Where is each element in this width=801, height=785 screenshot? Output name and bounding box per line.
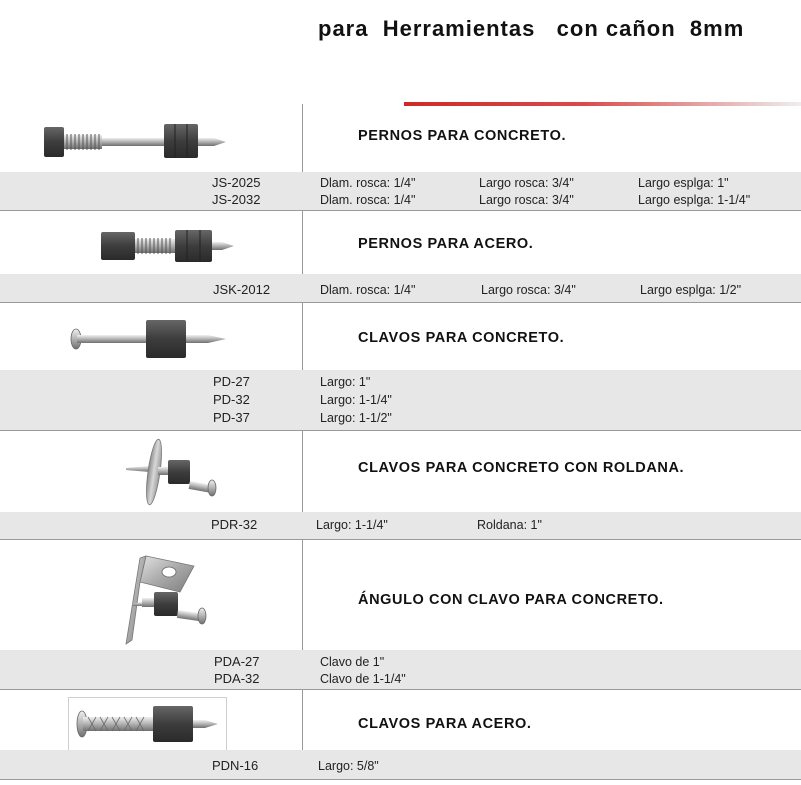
spec-band xyxy=(0,512,801,540)
knurled-pin-icon xyxy=(72,702,222,746)
threaded-stud-short-icon xyxy=(98,226,238,266)
spec-band xyxy=(0,750,801,780)
spec-shank-length: Largo esplga: 1" xyxy=(638,176,729,190)
product-image-angle-clip-pin xyxy=(122,552,222,653)
product-heading: CLAVOS PARA CONCRETO CON ROLDANA. xyxy=(358,460,685,476)
spec-nail: Clavo de 1-1/4" xyxy=(320,672,406,686)
product-code: PD-37 xyxy=(213,410,250,425)
angle-clip-pin-icon xyxy=(122,552,222,648)
product-code: JSK-2012 xyxy=(213,282,271,297)
product-heading: CLAVOS PARA ACERO. xyxy=(358,716,532,732)
product-heading: PERNOS PARA CONCRETO. xyxy=(358,128,567,144)
product-image-knurled-pin xyxy=(72,702,222,751)
product-code: JS-2032 xyxy=(212,192,261,207)
product-code: JS-2025 xyxy=(212,175,261,190)
spec-thread-length: Largo rosca: 3/4" xyxy=(481,283,576,297)
product-code: PD-32 xyxy=(213,392,250,407)
spec-diameter: Dlam. rosca: 1/4" xyxy=(320,193,416,207)
spec-length: Largo: 1-1/2" xyxy=(320,411,392,425)
threaded-stud-icon xyxy=(40,122,230,162)
pin-with-washer-icon xyxy=(124,436,224,508)
spec-shank-length: Largo esplga: 1/2" xyxy=(640,283,742,297)
spec-length: Largo: 1-1/4" xyxy=(320,393,392,407)
spec-band xyxy=(0,370,801,431)
page-title: para Herramientas con cañon 8mm xyxy=(318,16,745,41)
product-heading: PERNOS PARA ACERO. xyxy=(358,236,534,252)
product-image-drive-pin xyxy=(64,318,229,365)
product-heading: ÁNGULO CON CLAVO PARA CONCRETO. xyxy=(358,592,664,608)
spec-length: Largo: 5/8" xyxy=(318,759,379,773)
red-accent-line xyxy=(404,102,801,106)
spec-diameter: Dlam. rosca: 1/4" xyxy=(320,176,416,190)
product-code: PDA-32 xyxy=(214,671,260,686)
spec-nail: Clavo de 1" xyxy=(320,655,385,669)
spec-diameter: Dlam. rosca: 1/4" xyxy=(320,283,416,297)
spec-thread-length: Largo rosca: 3/4" xyxy=(479,176,574,190)
product-image-pin-with-washer xyxy=(124,436,224,513)
product-code: PDA-27 xyxy=(214,654,260,669)
spec-shank-length: Largo esplga: 1-1/4" xyxy=(638,193,751,207)
spec-length: Largo: 1-1/4" xyxy=(316,518,388,532)
spec-washer: Roldana: 1" xyxy=(477,518,542,532)
product-code: PD-27 xyxy=(213,374,250,389)
product-image-threaded-stud xyxy=(40,122,230,167)
spec-thread-length: Largo rosca: 3/4" xyxy=(479,193,574,207)
product-heading: CLAVOS PARA CONCRETO. xyxy=(358,330,565,346)
product-code: PDR-32 xyxy=(211,517,258,532)
product-image-threaded-stud-short xyxy=(98,226,238,271)
spec-length: Largo: 1" xyxy=(320,375,371,389)
product-code: PDN-16 xyxy=(212,758,259,773)
drive-pin-icon xyxy=(64,318,229,360)
